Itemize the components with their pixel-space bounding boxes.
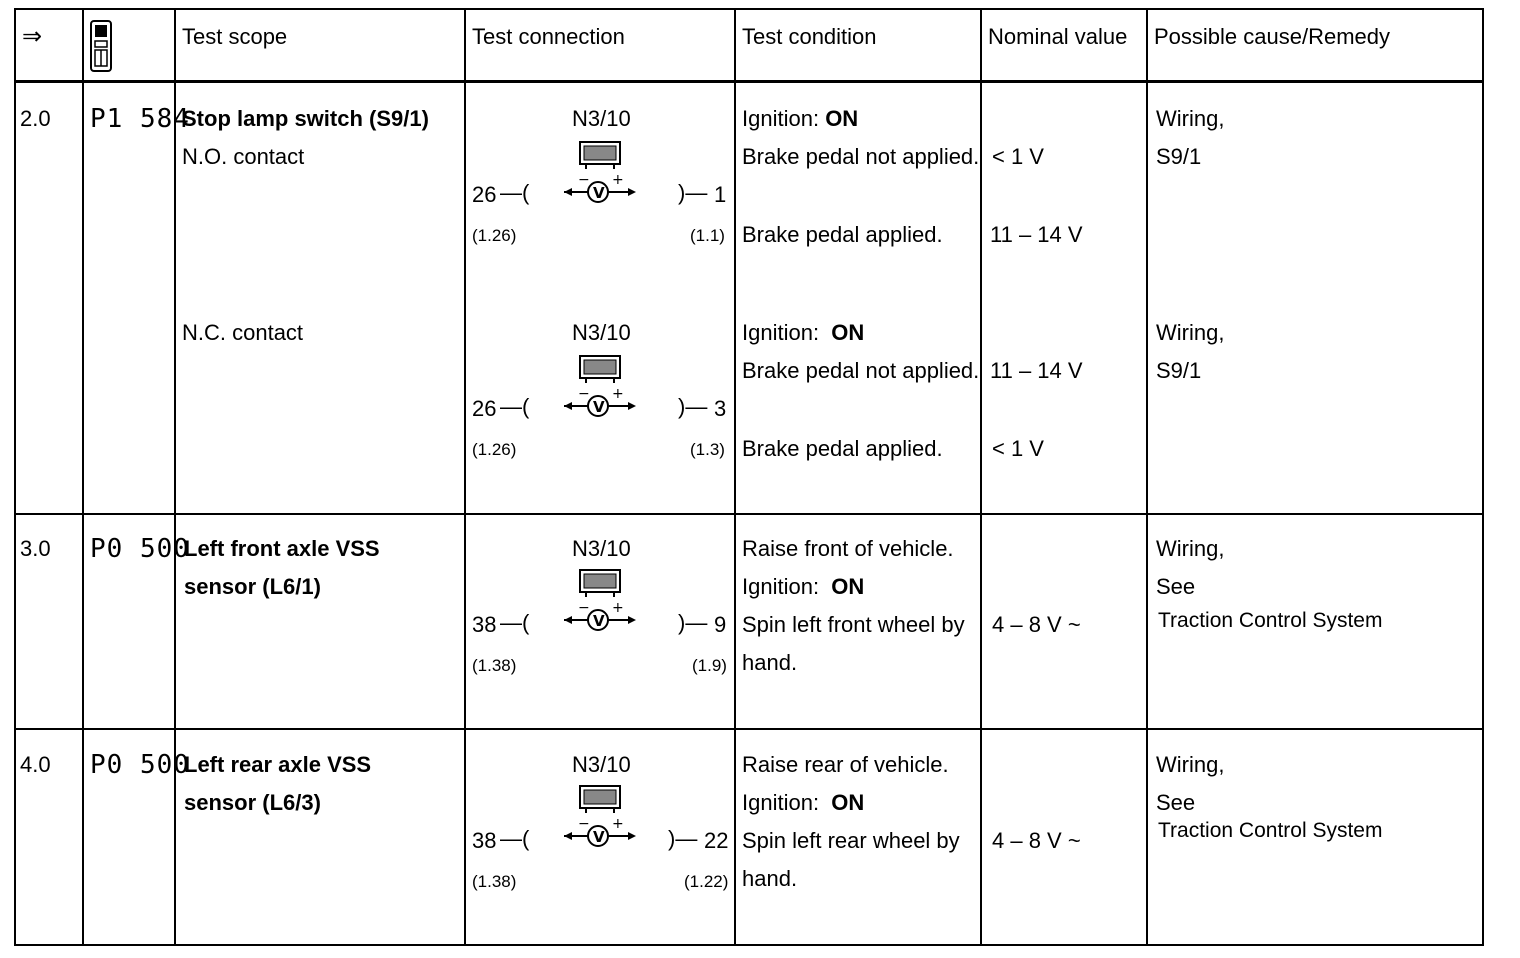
probe-left-icon: —( [500, 826, 530, 851]
condition-text: hand. [742, 650, 798, 675]
row-separator [14, 728, 1484, 730]
scope-title: Stop lamp switch (S9/1) [182, 106, 429, 131]
nominal-value: 11 – 14 V [990, 358, 1083, 383]
cause-text: S9/1 [1156, 358, 1202, 383]
scope-sub: N.O. contact [182, 144, 305, 169]
svg-text:V: V [593, 612, 605, 630]
cause-text: See [1156, 790, 1196, 815]
probe-right-icon: )— [678, 180, 708, 205]
probe-right-icon: )— [678, 610, 708, 635]
condition-text: Raise front of vehicle. [742, 536, 954, 561]
ref-right: (1.1) [690, 226, 725, 245]
scope-title: sensor (L6/3) [184, 790, 321, 815]
condition-text: hand. [742, 866, 798, 891]
condition-text: Brake pedal applied. [742, 222, 943, 247]
pin-right: 9 [714, 612, 727, 637]
column-divider [1482, 8, 1484, 946]
condition-ignition: Ignition: ON [742, 574, 865, 599]
probe-left-icon: —( [500, 394, 530, 419]
fault-code: P0 500 [90, 750, 190, 780]
cause-link-text: Traction Control System [1158, 609, 1383, 632]
header-test-condition: Test condition [742, 24, 877, 49]
svg-text:+: + [612, 386, 624, 402]
probe-right-icon: )— [668, 826, 698, 851]
arrow-header: ⇒ [22, 23, 43, 50]
condition-text: Spin left rear wheel by [742, 828, 960, 853]
svg-text:+: + [612, 816, 624, 832]
column-divider [174, 8, 176, 946]
scope-title: sensor (L6/1) [184, 574, 321, 599]
pin-left: 38 [472, 612, 497, 637]
column-divider [14, 8, 16, 946]
cause-text: See [1156, 574, 1196, 599]
header-separator [14, 80, 1484, 83]
svg-text:V: V [593, 828, 605, 846]
cause-text: Wiring, [1156, 536, 1225, 561]
svg-text:V: V [593, 398, 605, 416]
module-label: N3/10 [572, 106, 631, 131]
ref-right: (1.3) [690, 440, 725, 459]
voltmeter-icon [560, 384, 640, 424]
connector-icon [578, 140, 622, 170]
nominal-value: < 1 V [992, 144, 1044, 169]
nominal-value: 11 – 14 V [990, 222, 1083, 247]
module-label: N3/10 [572, 536, 631, 561]
condition-text: Spin left front wheel by [742, 612, 965, 637]
pin-left: 26 [472, 182, 497, 207]
ref-right: (1.9) [692, 656, 727, 675]
step-number: 4.0 [20, 752, 51, 777]
header-test-connection: Test connection [472, 24, 625, 49]
condition-text: Brake pedal applied. [742, 436, 943, 461]
probe-right-icon: )— [678, 394, 708, 419]
ref-left: (1.26) [472, 226, 517, 245]
ref-left: (1.26) [472, 440, 517, 459]
svg-text:V: V [593, 184, 605, 202]
svg-text:−: − [578, 172, 590, 188]
step-number: 3.0 [20, 536, 51, 561]
condition-ignition: Ignition: ON [742, 106, 859, 131]
pin-right: 22 [704, 828, 729, 853]
condition-text: Brake pedal not applied. [742, 144, 980, 169]
header-possible-cause: Possible cause/Remedy [1154, 24, 1391, 49]
cause-text: S9/1 [1156, 144, 1202, 169]
svg-text:−: − [578, 816, 590, 832]
svg-text:−: − [578, 600, 590, 616]
ref-left: (1.38) [472, 656, 517, 675]
probe-left-icon: —( [500, 180, 530, 205]
table-border-top [14, 8, 1484, 10]
pin-left: 38 [472, 828, 497, 853]
ref-left: (1.38) [472, 872, 517, 891]
condition-text: Brake pedal not applied. [742, 358, 980, 383]
cause-text: Wiring, [1156, 752, 1225, 777]
fault-code: P0 500 [90, 534, 190, 564]
svg-text:+: + [612, 600, 624, 616]
ref-right: (1.22) [684, 872, 729, 891]
scope-title: Left rear axle VSS [184, 752, 372, 777]
connector-icon [578, 568, 622, 598]
connector-icon [578, 784, 622, 814]
nominal-value: 4 – 8 V ~ [992, 828, 1081, 853]
fault-code: P1 584 [90, 104, 190, 134]
column-divider [464, 8, 466, 946]
voltmeter-icon [560, 598, 640, 638]
probe-left-icon: —( [500, 610, 530, 635]
svg-text:−: − [578, 386, 590, 402]
voltmeter-icon [560, 170, 640, 210]
scope-title: Left front axle VSS [184, 536, 380, 561]
module-label: N3/10 [572, 320, 631, 345]
column-divider [734, 8, 736, 946]
condition-text: Raise rear of vehicle. [742, 752, 949, 777]
column-divider [1146, 8, 1148, 946]
pin-right: 3 [714, 396, 727, 421]
table-border-bottom [14, 944, 1484, 946]
cause-link-text: Traction Control System [1158, 819, 1383, 842]
row-separator [14, 513, 1484, 515]
svg-text:+: + [612, 172, 624, 188]
cause-text: Wiring, [1156, 320, 1225, 345]
pin-right: 1 [714, 182, 727, 207]
connector-icon [578, 354, 622, 384]
pin-left: 26 [472, 396, 497, 421]
column-divider [82, 8, 84, 946]
nominal-value: < 1 V [992, 436, 1044, 461]
nominal-value: 4 – 8 V ~ [992, 612, 1081, 637]
header-test-scope: Test scope [182, 24, 288, 49]
scope-sub: N.C. contact [182, 320, 304, 345]
voltmeter-icon [560, 814, 640, 854]
module-label: N3/10 [572, 752, 631, 777]
diagnostic-tester-icon [90, 20, 112, 72]
cause-text: Wiring, [1156, 106, 1225, 131]
header-nominal-value: Nominal value [988, 24, 1128, 49]
step-number: 2.0 [20, 106, 51, 131]
condition-ignition: Ignition: ON [742, 320, 865, 345]
condition-ignition: Ignition: ON [742, 790, 865, 815]
column-divider [980, 8, 982, 946]
